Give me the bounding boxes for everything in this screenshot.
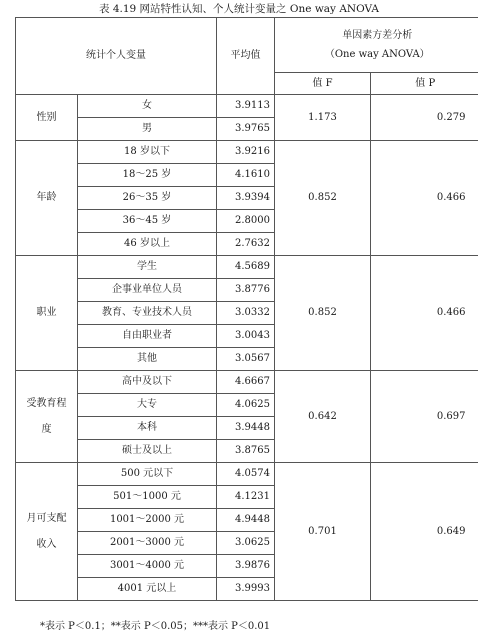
header-mean: 平均值 <box>217 18 275 95</box>
education-f: 0.642 <box>275 371 371 463</box>
header-p: 值 P <box>371 73 478 95</box>
group-income-line1: 月可支配 <box>26 513 67 524</box>
row-mean: 3.9765 <box>217 118 275 141</box>
row-mean: 3.0332 <box>217 302 275 325</box>
row-label: 硕士及以上 <box>78 440 217 463</box>
occupation-p: 0.466 <box>371 256 478 371</box>
header-f: 值 F <box>275 73 371 95</box>
header-variable: 统计个人变量 <box>16 18 217 95</box>
row-label: 18 岁以下 <box>78 141 217 164</box>
group-education-line1: 受教育程 <box>26 398 67 409</box>
row-mean: 3.9993 <box>217 578 275 601</box>
row-label: 大专 <box>78 394 217 417</box>
row-label: 自由职业者 <box>78 325 217 348</box>
group-education-line2: 度 <box>41 423 52 435</box>
group-income <box>16 463 78 601</box>
row-label: 本科 <box>78 417 217 440</box>
header-anova-sub: （One way ANOVA） <box>324 49 430 60</box>
row-mean: 4.6667 <box>217 371 275 394</box>
group-income-line2: 收入 <box>36 538 57 550</box>
row-mean: 4.5689 <box>217 256 275 279</box>
row-mean: 3.9448 <box>217 417 275 440</box>
row-mean: 4.9448 <box>217 509 275 532</box>
row-label: 2001～3000 元 <box>78 532 217 555</box>
row-mean: 3.9876 <box>217 555 275 578</box>
group-occupation: 职业 <box>16 256 78 371</box>
header-row-1 <box>16 18 478 73</box>
group-age: 年龄 <box>16 141 78 256</box>
age-f: 0.852 <box>275 141 371 256</box>
table-caption: 表 4.19 网站特性认知、个人统计变量之 One way ANOVA <box>99 3 379 15</box>
row-label: 46 岁以上 <box>78 233 217 256</box>
table-row <box>16 256 478 279</box>
table-footnote: *表示 P＜0.1；**表示 P＜0.05；***表示 P＜0.01 <box>40 621 271 632</box>
gender-f: 1.173 <box>275 95 371 141</box>
row-label: 女 <box>78 95 217 118</box>
row-label: 36～45 岁 <box>78 210 217 233</box>
row-mean: 2.7632 <box>217 233 275 256</box>
row-label: 高中及以下 <box>78 371 217 394</box>
row-mean: 3.8776 <box>217 279 275 302</box>
row-mean: 2.8000 <box>217 210 275 233</box>
row-label: 学生 <box>78 256 217 279</box>
row-mean: 4.1231 <box>217 486 275 509</box>
row-label: 教育、专业技术人员 <box>78 302 217 325</box>
row-label: 501～1000 元 <box>78 486 217 509</box>
row-mean: 3.9216 <box>217 141 275 164</box>
row-mean: 4.0574 <box>217 463 275 486</box>
education-p: 0.697 <box>371 371 478 463</box>
header-anova <box>275 18 478 73</box>
row-mean: 4.1610 <box>217 164 275 187</box>
row-label: 企事业单位人员 <box>78 279 217 302</box>
row-label: 26～35 岁 <box>78 187 217 210</box>
anova-table-container <box>15 17 478 601</box>
header-anova-title: 单因素方差分析 <box>342 29 413 41</box>
income-f: 0.701 <box>275 463 371 601</box>
age-p: 0.466 <box>371 141 478 256</box>
row-label: 其他 <box>78 348 217 371</box>
row-mean: 3.0043 <box>217 325 275 348</box>
row-mean: 3.9113 <box>217 95 275 118</box>
row-label: 18～25 岁 <box>78 164 217 187</box>
row-label: 3001～4000 元 <box>78 555 217 578</box>
anova-table <box>15 17 478 601</box>
row-mean: 4.0625 <box>217 394 275 417</box>
table-row <box>16 463 478 486</box>
table-row <box>16 371 478 394</box>
row-mean: 3.0625 <box>217 532 275 555</box>
row-mean: 3.0567 <box>217 348 275 371</box>
income-p: 0.649 <box>371 463 478 601</box>
table-row <box>16 141 478 164</box>
group-gender: 性别 <box>16 95 78 141</box>
row-label: 4001 元以上 <box>78 578 217 601</box>
row-label: 男 <box>78 118 217 141</box>
row-mean: 3.8765 <box>217 440 275 463</box>
group-education <box>16 371 78 463</box>
occupation-f: 0.852 <box>275 256 371 371</box>
row-label: 1001～2000 元 <box>78 509 217 532</box>
row-mean: 3.9394 <box>217 187 275 210</box>
row-label: 500 元以下 <box>78 463 217 486</box>
gender-p: 0.279 <box>371 95 478 141</box>
table-row <box>16 95 478 118</box>
